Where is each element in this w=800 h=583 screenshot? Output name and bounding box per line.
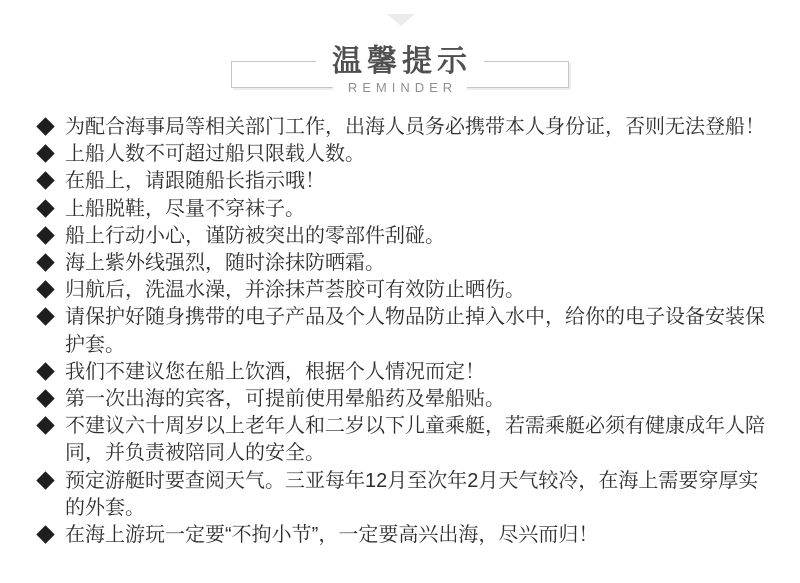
diamond-bullet-icon [36, 253, 54, 271]
list-item-text: 请保护好随身携带的电子产品及个人物品防止掉入水中，给你的电子设备安装保护套。 [65, 306, 765, 356]
diamond-bullet-icon [36, 199, 54, 217]
page-subtitle: REMINDER [333, 80, 467, 95]
diamond-bullet-icon [36, 308, 54, 326]
diamond-bullet-icon [36, 226, 54, 244]
list-item-text: 不建议六十周岁以上老年人和二岁以下儿童乘艇，若需乘艇必须有健康成年人陪同，并负责被陪同人的安全。 [65, 415, 765, 465]
list-item-text: 归航后，洗温水澡，并涂抹芦荟胶可有效防止晒伤。 [65, 279, 525, 302]
list-item-text: 上船人数不可超过船只限载人数。 [65, 143, 365, 166]
list-item [36, 250, 772, 277]
list-item [36, 223, 772, 250]
list-item [36, 468, 772, 522]
list-item-text: 船上行动小心，谨防被突出的零部件刮碰。 [65, 224, 445, 247]
list-item-text: 在船上，请跟随船长指示哦！ [65, 170, 325, 193]
list-item [36, 304, 772, 358]
list-item [36, 386, 772, 413]
diamond-bullet-icon [36, 362, 54, 380]
diamond-bullet-icon [36, 389, 54, 407]
list-item-text: 为配合海事局等相关部门工作，出海人员务必携带本人身份证，否则无法登船！ [65, 116, 765, 138]
reminder-list [36, 114, 772, 549]
list-item [36, 114, 772, 141]
list-item [36, 168, 772, 195]
list-item-text: 预定游艇时要查阅天气。三亚每年12月至次年2月天气较冷，在海上需要穿厚实的外套。 [65, 469, 759, 519]
list-item-text: 在海上游玩一定要“不拘小节”，一定要高兴出海，尽兴而归！ [65, 524, 599, 547]
diamond-bullet-icon [36, 172, 54, 190]
list-item-text: 第一次出海的宾客，可提前使用晕船药及晕船贴。 [65, 388, 505, 411]
diamond-bullet-icon [36, 145, 54, 163]
diamond-bullet-icon [36, 117, 54, 135]
page-title: 温馨提示 [316, 46, 484, 78]
list-item-text: 上船脱鞋，尽量不穿袜子。 [65, 197, 305, 220]
header [231, 45, 569, 95]
list-item-text: 海上紫外线强烈，随时涂抹防晒霜。 [65, 252, 385, 275]
chevron-down-icon [387, 14, 415, 26]
list-item [36, 413, 772, 467]
list-item [36, 277, 772, 304]
diamond-bullet-icon [36, 471, 54, 489]
list-item-text: 我们不建议您在船上饮酒，根据个人情况而定！ [65, 360, 485, 383]
diamond-bullet-icon [36, 417, 54, 435]
diamond-bullet-icon [36, 525, 54, 543]
list-item [36, 359, 772, 386]
list-item [36, 141, 772, 168]
diamond-bullet-icon [36, 281, 54, 299]
list-item [36, 522, 772, 549]
list-item [36, 196, 772, 223]
